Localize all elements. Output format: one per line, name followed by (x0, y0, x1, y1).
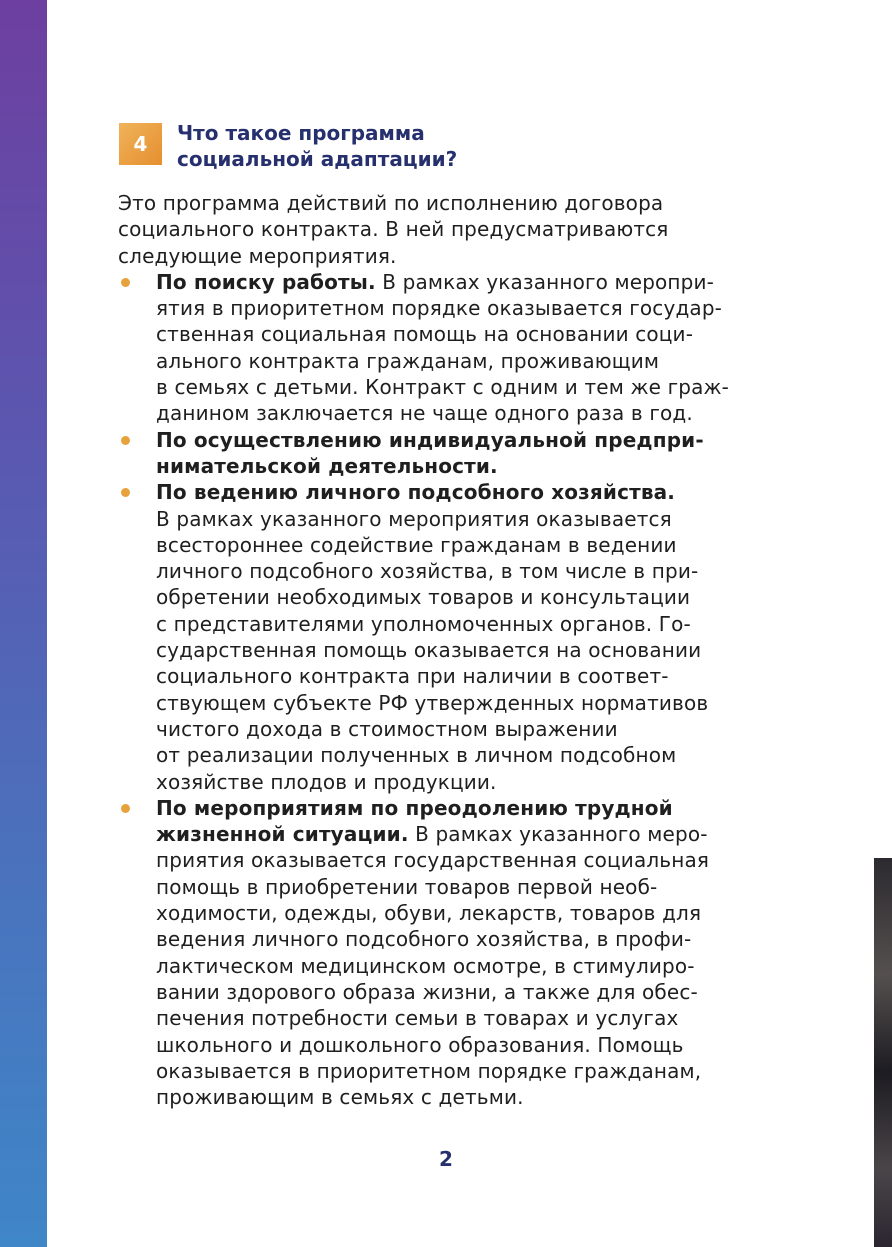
list-item-line: ятия в приоритетном порядке оказывается государ- (156, 296, 723, 321)
list-item (118, 269, 778, 427)
list-item-line: оказывается в приоритетном порядке гражданам, (156, 1058, 702, 1083)
list-item-line: В рамках указанного мероприятия оказывается (156, 506, 672, 531)
decorative-side-gradient-bar (0, 0, 47, 1247)
list-item-line: от реализации полученных в личном подсобном (156, 743, 677, 768)
list-item-lead: По осуществлению индивидуальной предпри- (156, 427, 704, 452)
list-item-first-line (156, 269, 778, 295)
list-item-line: ствующем субъекте РФ утвержденных нормативов (156, 690, 709, 715)
measures-list (118, 269, 778, 1111)
list-item-line: чистого дохода в стоимостном выражении (156, 716, 618, 741)
section-number-badge (119, 123, 162, 165)
list-item-line: помощь в приобретении товаров первой необ- (156, 874, 658, 899)
list-item-line: сударственная помощь оказывается на основании (156, 638, 702, 663)
intro-line: социального контракта. В ней предусматриваются (118, 217, 669, 242)
list-item-line: хозяйстве плодов и продукции. (156, 769, 497, 794)
list-item-line: ведения личного подсобного хозяйства, в профи- (156, 927, 692, 952)
intro-line: Это программа действий по исполнению договора (118, 191, 664, 215)
bullet-dot-icon (121, 436, 130, 445)
bullet-dot-icon (121, 278, 130, 287)
list-item-lead: нимательской деятельности. (156, 453, 498, 478)
list-item (118, 427, 778, 480)
list-item-line: школьного и дошкольного образования. Помощь (156, 1032, 684, 1057)
list-item-lead: По поиску работы. (156, 269, 376, 294)
list-item-line: ального контракта гражданам, проживающим (156, 348, 660, 373)
section-title-line: Что такое программа (177, 121, 425, 145)
bullet-dot-icon (121, 488, 130, 497)
list-item (118, 795, 778, 1111)
list-item-line: в семьях с детьми. Контракт с одним и тем же граж- (156, 375, 730, 400)
list-item-line: данином заключается не чаще одного раза в год. (156, 401, 693, 426)
section-title (177, 120, 577, 172)
list-item-line: печения потребности семьи в товарах и услугах (156, 1006, 679, 1031)
list-item-line: с представителями уполномоченных органов. Го- (156, 611, 691, 636)
cropped-photo-edge (874, 858, 892, 1247)
list-item-line: всестороннее содействие гражданам в ведении (156, 532, 677, 557)
list-item (118, 479, 778, 795)
section-title-line: социальной адаптации? (177, 147, 458, 171)
intro-line: следующие мероприятия. (118, 243, 397, 268)
list-item-text: В рамках указанного меро- (408, 822, 708, 847)
list-item-line: проживающим в семьях с детьми. (156, 1085, 524, 1110)
list-item-line: лактическом медицинском осмотре, в стимулиро- (156, 953, 695, 978)
list-item-line: приятия оказывается государственная социальная (156, 848, 710, 873)
list-item-line: обретении необходимых товаров и консультации (156, 585, 691, 610)
list-item-line: ходимости, одежды, обуви, лекарств, товаров для (156, 901, 702, 926)
article-body (118, 190, 778, 1110)
intro-paragraph (118, 190, 778, 269)
list-item-line: вании здорового образа жизни, а также для обес- (156, 979, 698, 1004)
bullet-dot-icon (121, 804, 130, 813)
section-number: 4 (133, 132, 148, 156)
list-item-lead: По ведению личного подсобного хозяйства. (156, 480, 676, 505)
list-item-lead: По мероприятиям по преодолению трудной (156, 795, 673, 820)
list-item-lead: жизненной ситуации. (156, 822, 409, 847)
list-item-line: социального контракта при наличии в соответ- (156, 664, 669, 689)
list-item-mixed-line (156, 821, 778, 847)
page-number: 2 (439, 1147, 453, 1171)
list-item-line: ственная социальная помощь на основании соци- (156, 322, 694, 347)
list-item-text: В рамках указанного меропри- (375, 269, 715, 294)
list-item-line: личного подсобного хозяйства, в том числе в при- (156, 559, 699, 584)
